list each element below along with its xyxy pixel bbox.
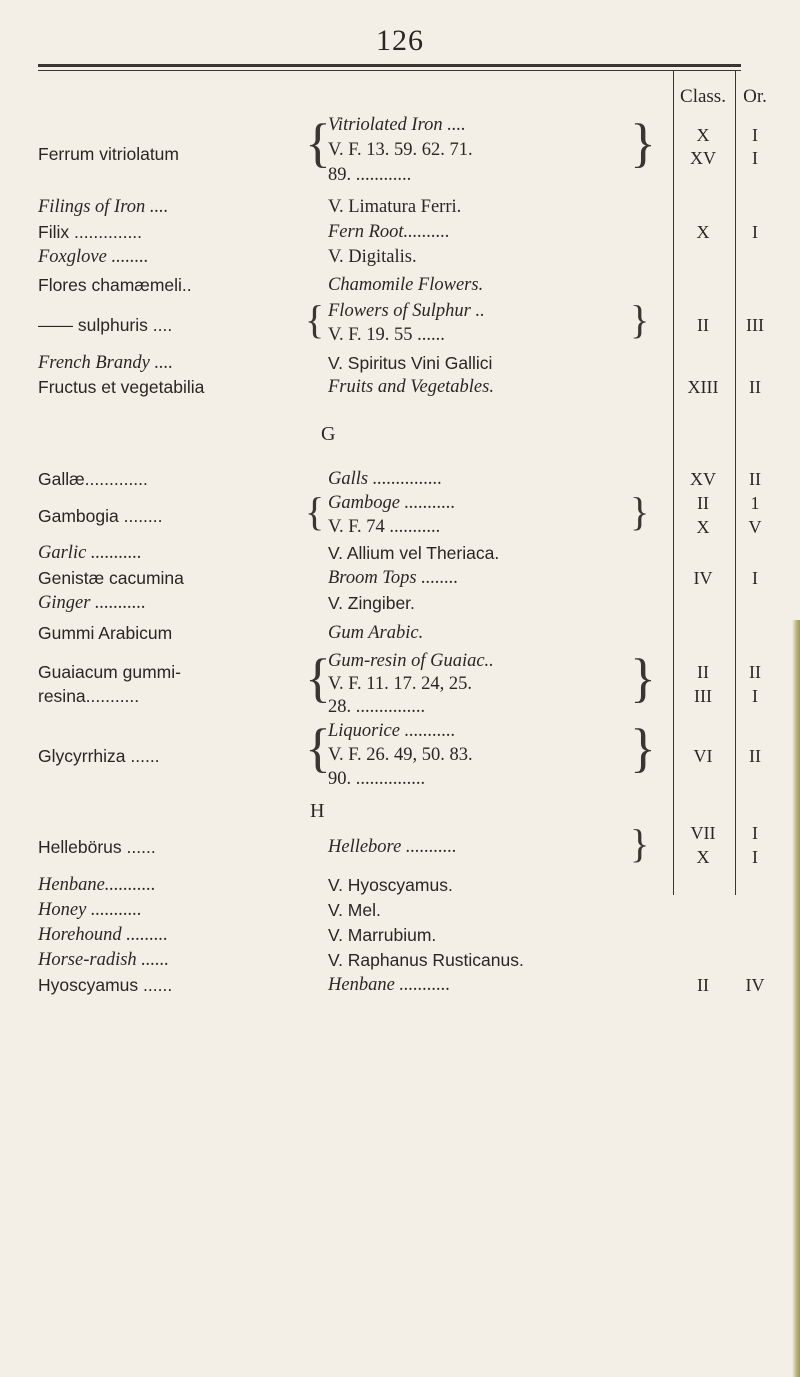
left-brace: {	[305, 489, 325, 534]
section-letter-g: G	[321, 423, 336, 445]
latin-term: Hellebörus ......	[38, 837, 156, 857]
latin-term: Horse-radish ......	[38, 950, 170, 970]
latin-term: French Brandy ....	[38, 353, 173, 373]
latin-term: Gummi Arabicum	[38, 623, 173, 643]
latin-term: Ferrum vitriolatum	[38, 144, 179, 164]
gloss-line: Galls ...............	[328, 469, 443, 489]
gloss-line: V. Zingiber.	[328, 593, 415, 613]
order-value: 1	[750, 493, 760, 513]
gloss-line: V. Spiritus Vini Gallici	[328, 353, 493, 373]
gloss-line: Fern Root..........	[328, 222, 450, 242]
latin-term: Gallæ.............	[38, 469, 148, 489]
gloss-line: Flowers of Sulphur ..	[328, 301, 485, 321]
class-value: X	[696, 517, 710, 537]
page-number: 126	[376, 24, 424, 57]
gloss-line: V. Raphanus Rusticanus.	[328, 950, 524, 970]
left-brace: {	[305, 718, 331, 778]
section-letter-h: H	[310, 800, 325, 822]
gloss-line: 89. ............	[328, 165, 412, 185]
header-rule-thin	[38, 70, 741, 71]
class-value: X	[696, 847, 710, 867]
latin-term: Hyoscyamus ......	[38, 975, 173, 995]
latin-term: Horehound .........	[38, 925, 168, 945]
gloss-line: V. Marrubium.	[328, 925, 437, 945]
right-brace: }	[630, 821, 650, 866]
class-value: X	[696, 125, 710, 145]
order-column-header: Or.	[743, 86, 767, 107]
gloss-line: Broom Tops ........	[328, 568, 459, 588]
right-brace: }	[630, 297, 650, 342]
latin-term: Flores chamæmeli..	[38, 275, 192, 295]
latin-term: Filix ..............	[38, 222, 143, 242]
gloss-line: Gum Arabic.	[328, 623, 424, 643]
class-value: VI	[693, 746, 713, 766]
order-value: I	[752, 125, 758, 145]
gloss-line: Gamboge ...........	[328, 493, 456, 513]
order-value: I	[752, 823, 758, 843]
gloss-line: V. F. 74 ...........	[328, 517, 441, 537]
left-brace: {	[305, 113, 331, 173]
order-value: II	[749, 746, 761, 766]
class-value: XV	[690, 148, 716, 168]
class-column-header: Class.	[680, 86, 726, 107]
page-edge-shadow	[792, 620, 800, 1377]
gloss-line: Fruits and Vegetables.	[328, 377, 494, 397]
gloss-line: Hellebore ...........	[328, 837, 457, 857]
order-value: I	[752, 568, 758, 588]
gloss-line: Chamomile Flowers.	[328, 275, 484, 295]
class-value: VII	[690, 823, 716, 843]
class-value: XV	[690, 469, 716, 489]
class-value: II	[697, 315, 709, 335]
latin-term: Foxglove ........	[38, 247, 149, 267]
order-value: V	[748, 517, 762, 537]
latin-term: —— sulphuris ....	[38, 315, 173, 335]
latin-term: Garlic ...........	[38, 543, 142, 563]
gloss-line: V. Limatura Ferri.	[328, 197, 462, 217]
gloss-line: V. F. 19. 55 ......	[328, 325, 445, 345]
order-value: II	[749, 662, 761, 682]
latin-term: Henbane...........	[38, 875, 156, 895]
order-value: II	[749, 377, 761, 397]
gloss-line: Liquorice ...........	[328, 721, 456, 741]
gloss-line: V. F. 11. 17. 24, 25.	[328, 674, 472, 694]
latin-term: Glycyrrhiza ......	[38, 746, 160, 766]
order-value: I	[752, 148, 758, 168]
gloss-line: Gum-resin of Guaiac..	[328, 651, 494, 671]
order-value: I	[752, 847, 758, 867]
right-brace: }	[630, 718, 656, 778]
gloss-line: 28. ...............	[328, 697, 426, 717]
right-brace: }	[630, 113, 656, 173]
latin-term: Guaiacum gummi-	[38, 662, 181, 682]
latin-term: Fructus et vegetabilia	[38, 377, 205, 397]
order-value: I	[752, 686, 758, 706]
gloss-line: V. Digitalis.	[328, 247, 417, 267]
class-value: XIII	[687, 377, 719, 397]
header-rule-thick	[38, 64, 741, 67]
gloss-line: V. F. 26. 49, 50. 83.	[328, 745, 473, 765]
order-value: II	[749, 469, 761, 489]
left-brace: {	[305, 648, 331, 708]
gloss-line: V. Mel.	[328, 900, 381, 920]
class-value: II	[697, 662, 709, 682]
latin-term: Genistæ cacumina	[38, 568, 184, 588]
gloss-line: V. Allium vel Theriaca.	[328, 543, 500, 563]
class-value: III	[694, 686, 712, 706]
class-value: II	[697, 493, 709, 513]
latin-term: Ginger ...........	[38, 593, 146, 613]
gloss-line: V. F. 13. 59. 62. 71.	[328, 140, 473, 160]
right-brace: }	[630, 489, 650, 534]
left-brace: {	[305, 297, 325, 342]
latin-term: Filings of Iron ....	[38, 197, 169, 217]
class-value: X	[696, 222, 710, 242]
right-brace: }	[630, 648, 656, 708]
gloss-line: Vitriolated Iron ....	[328, 115, 466, 135]
latin-term: Honey ...........	[38, 900, 142, 920]
order-value: III	[746, 315, 764, 335]
class-value: IV	[693, 568, 713, 588]
order-value: I	[752, 222, 758, 242]
latin-term: Gambogia ........	[38, 506, 163, 526]
gloss-line: V. Hyoscyamus.	[328, 875, 453, 895]
gloss-line: 90. ...............	[328, 769, 426, 789]
latin-term-continued: resina...........	[38, 686, 140, 706]
order-value: IV	[745, 975, 765, 995]
gloss-line: Henbane ...........	[328, 975, 451, 995]
class-value: II	[697, 975, 709, 995]
